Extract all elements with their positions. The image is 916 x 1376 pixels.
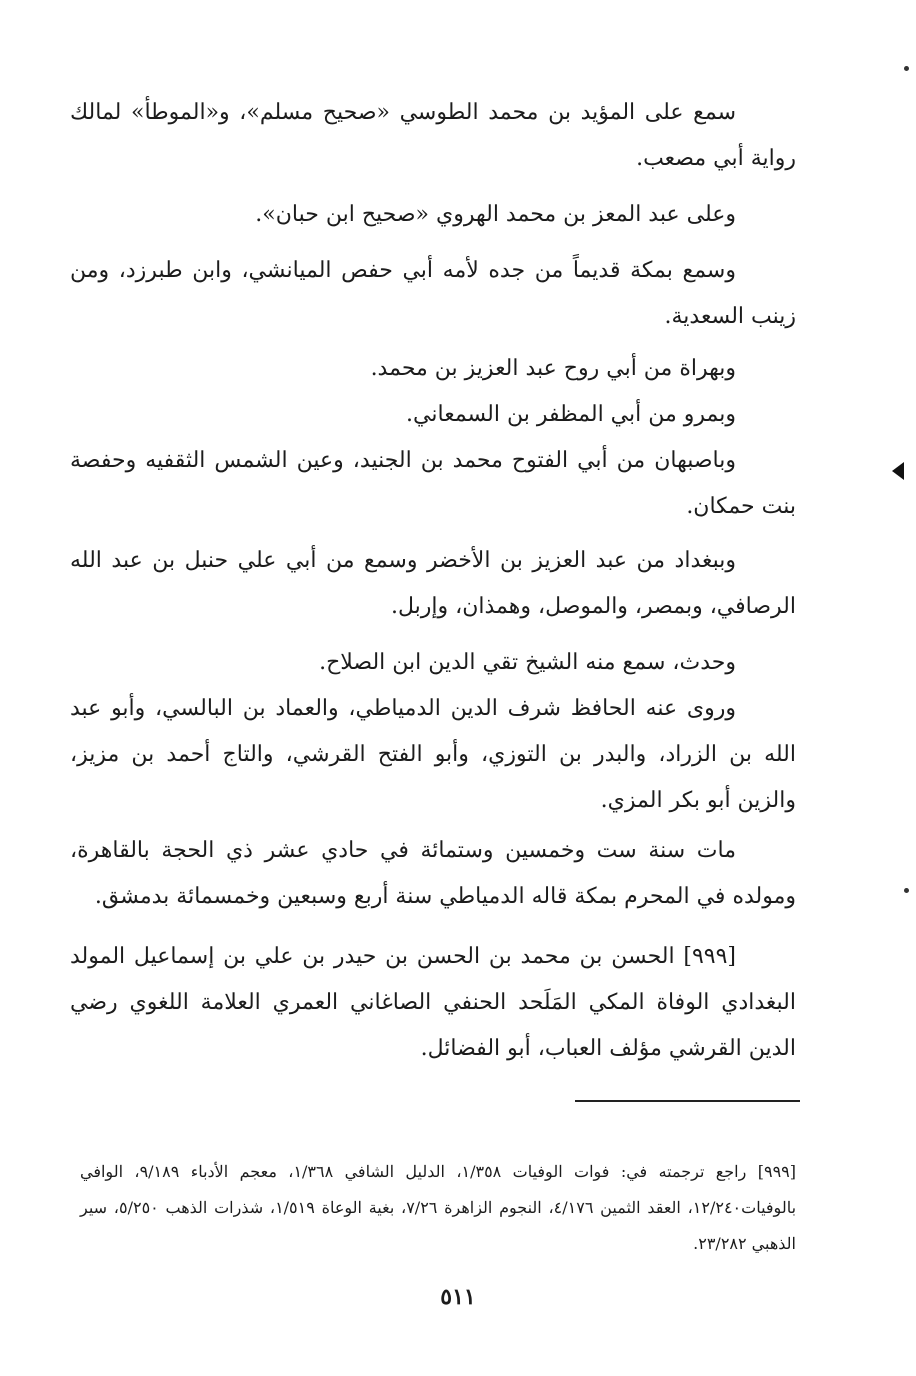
entry-paragraph: [٩٩٩] الحسن بن محمد بن الحسن بن حيدر بن علي بن إسماعيل المولد البغدادي الوفاة المكي المَلَحد الحنفي الصاغاني العمري العلامة اللغوي رضي الدين القرشي مؤلف العباب، أبو الفضائل. [70, 944, 796, 1061]
paragraph-5: وبمرو من أبي المظفر بن السمعاني. [406, 402, 736, 427]
paragraph-10: مات سنة ست وخمسين وستمائة في حادي عشر ذي الحجة بالقاهرة، ومولده في المحرم بمكة قاله الدمياطي سنة أربع وسبعين وخمسمائة بدمشق. [70, 838, 796, 909]
paragraph-8: وحدث، سمع منه الشيخ تقي الدين ابن الصلاح. [319, 650, 736, 675]
paragraph-6: وباصبهان من أبي الفتوح محمد بن الجنيد، وعين الشمس الثقفيه وحفصة بنت حمكان. [70, 448, 796, 519]
footnote: [٩٩٩] راجع ترجمته في: فوات الوفيات ١/٣٥٨، الدليل الشافي ١/٣٦٨، معجم الأدباء ٩/١٨٩، الوافي بالوفيات١٢/٢٤٠، العقد الثمين ٤/١٧٦، النجوم الزاهرة ٧/٢٦، بغية الوعاة ١/٥١٩، شذرات الذهب ٥/٢٥٠، سير الذهبي ٢٣/٢٨٢. [80, 1162, 797, 1253]
body-text-block-1 [70, 90, 796, 340]
paragraph-7: وببغداد من عبد العزيز بن الأخضر وسمع من أبي علي حنبل بن عبد الله الرصافي، وبمصر، والموصل، وهمذان، وإربل. [70, 548, 796, 619]
page-number: ٥١١ [440, 1284, 476, 1310]
margin-dot-icon [904, 66, 909, 71]
body-text-block-2 [70, 346, 796, 530]
paragraph-3: وسمع بمكة قديماً من جده لأمه أبي حفص الميانشي، وابن طبرزد، ومن زينب السعدية. [70, 258, 796, 329]
body-text-block-4 [70, 828, 796, 920]
body-text-block-3 [70, 538, 796, 824]
margin-arrow-icon [892, 462, 904, 480]
paragraph-9: وروى عنه الحافظ شرف الدين الدمياطي، والعماد بن البالسي، وأبو عبد الله بن الزراد، والبدر بن التوزي، وأبو الفتح القرشي، والتاج أحمد بن مزيز، والزين أبو بكر المزي. [70, 696, 796, 813]
entry-block [70, 934, 796, 1072]
paragraph-4: وبهراة من أبي روح عبد العزيز بن محمد. [370, 356, 736, 381]
paragraph-1: سمع على المؤيد بن محمد الطوسي «صحيح مسلم»، و«الموطأ» لمالك رواية أبي مصعب. [70, 100, 796, 171]
margin-dot-icon [904, 888, 909, 893]
footnote-separator [575, 1100, 800, 1102]
paragraph-2: وعلى عبد المعز بن محمد الهروي «صحيح ابن حبان». [255, 202, 736, 227]
